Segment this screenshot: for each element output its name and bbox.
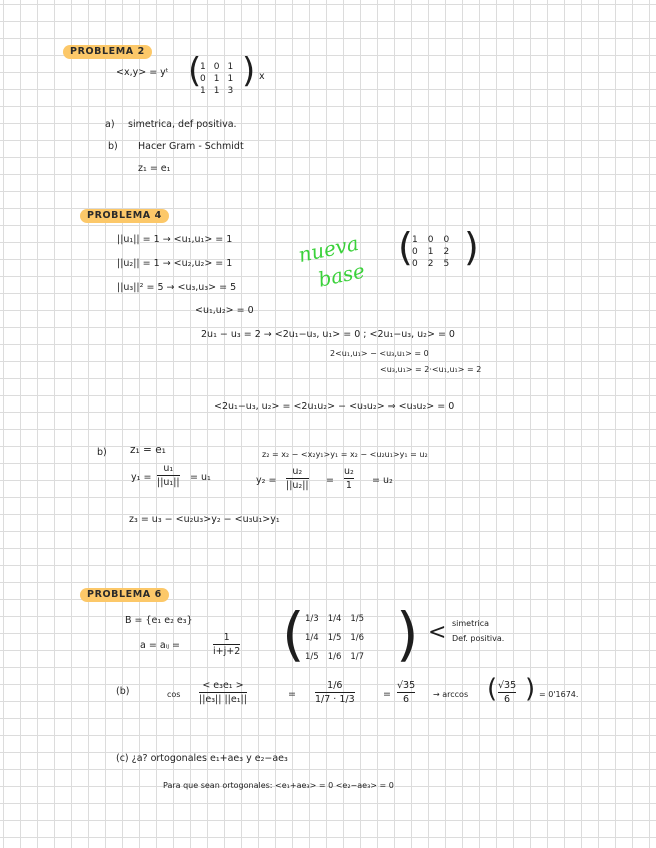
green-note-line-2: base — [316, 258, 367, 292]
green-note-line-1: nueva — [296, 230, 361, 268]
p4-b-y1-fraction — [157, 463, 180, 488]
fraction-denominator: ||u₁|| — [157, 477, 180, 488]
p4-b-y2-rhs: = u₂ — [372, 475, 393, 486]
p2-matrix-right-paren: ) — [242, 51, 256, 91]
p4-b-y2-eq: = — [326, 475, 334, 486]
fraction-denominator: ||e₃|| ||e₁|| — [199, 694, 247, 705]
p6-b-label: (b) — [116, 686, 130, 697]
fraction-bar — [315, 692, 355, 693]
p2-a-text: simetrica, def positiva. — [128, 119, 237, 130]
matrix-cell: 1/4 — [305, 633, 319, 643]
matrix-cell: 1/4 — [327, 614, 342, 624]
matrix-cell: 1 — [200, 86, 206, 96]
p6-c-condition: Para que sean ortogonales: <e₁+ae₃> = 0 <e₂−ae₃> = 0 — [163, 781, 394, 790]
p6-matrix-left-paren: ( — [282, 600, 305, 668]
matrix-cell: 0 — [412, 259, 418, 269]
fraction-numerator: 1/6 — [327, 680, 343, 691]
fraction-numerator: √35 — [498, 680, 517, 691]
p6-eq-2: = — [383, 689, 391, 700]
matrix-cell: 1 — [227, 62, 234, 72]
matrix-cell: 0 — [427, 235, 434, 245]
p6-sqrt-fraction — [397, 680, 415, 705]
p4-b-y1-rhs: = u₁ — [190, 472, 211, 483]
p4-b-y2-fraction-2 — [344, 466, 354, 491]
p2-b-text: Hacer Gram - Schmidt — [138, 141, 244, 152]
fraction-numerator: √35 — [397, 680, 416, 691]
matrix-cell: 3 — [227, 86, 234, 96]
fraction-denominator: ||u₂|| — [286, 480, 309, 491]
p6-eq: = — [288, 689, 296, 700]
matrix-cell: 1 — [412, 235, 418, 245]
fraction-bar — [498, 692, 516, 693]
matrix-cell: 1 — [427, 247, 434, 257]
p2-matrix-left-paren: ( — [188, 51, 202, 91]
fraction-numerator: u₂ — [344, 466, 354, 477]
matrix-cell: 1 — [227, 74, 234, 84]
fraction-numerator: u₂ — [292, 466, 303, 477]
fraction-bar — [344, 478, 354, 479]
p6-def-positive: Def. positiva. — [452, 634, 505, 643]
matrix-cell: 1 — [213, 74, 220, 84]
p4-b-label: b) — [97, 447, 107, 458]
p4-b-y1-lhs: y₁ = — [131, 472, 152, 483]
p2-x: x — [259, 71, 265, 82]
p4-line-6: 2<u₁,u₁> − <u₃,u₁> = 0 — [330, 349, 429, 358]
matrix-cell: 1 — [213, 86, 220, 96]
problem-2-title: PROBLEMA 2 — [63, 45, 152, 59]
p6-symmetric: simetrica — [452, 619, 490, 628]
fraction-numerator: 1 — [223, 632, 230, 643]
matrix-cell: 1/3 — [305, 614, 319, 624]
p4-b-y2-fraction — [286, 466, 309, 491]
p6-arccos-right-paren: ) — [525, 674, 536, 704]
p4-b-z2: z₂ = x₂ − <x₂y₁>y₁ = x₂ − <u₂u₁>y₁ = u₂ — [262, 450, 428, 459]
p4-matrix-left-paren: ( — [398, 225, 413, 269]
p6-result: = 0'1674. — [539, 690, 579, 699]
p2-b-label: b) — [108, 141, 118, 152]
matrix-cell: 1/5 — [327, 633, 342, 643]
matrix-cell: 0 — [213, 62, 220, 72]
p6-c-question: (c) ¿a? ortogonales e₁+ae₃ y e₂−ae₃ — [116, 753, 288, 764]
fraction-bar — [286, 478, 309, 479]
p4-b-z1: z₁ = e₁ — [130, 444, 166, 456]
p4-b-y2-lhs: y₂ = — [256, 475, 277, 486]
fraction-bar — [213, 644, 240, 645]
p4-matrix-right-paren: ) — [464, 225, 479, 269]
matrix-cell: 1/5 — [305, 652, 319, 662]
matrix-cell: 1/7 — [350, 652, 365, 662]
fraction-denominator: 6 — [403, 694, 410, 705]
fraction-denominator: 6 — [504, 694, 511, 705]
p6-arccos-fraction — [498, 680, 516, 705]
p6-a-fraction — [213, 632, 240, 657]
fraction-numerator: < e₃e₁ > — [202, 680, 244, 691]
p6-a-lhs: a = aᵢⱼ = — [140, 640, 180, 651]
fraction-denominator: i+j+2 — [213, 646, 241, 657]
p2-a-label: a) — [105, 119, 115, 130]
matrix-cell: 1/6 — [350, 633, 365, 643]
p4-line-1: ||u₁|| = 1 → <u₁,u₁> = 1 — [117, 234, 233, 245]
matrix-cell: 5 — [443, 259, 450, 269]
fraction-denominator: 1/7 · 1/3 — [315, 694, 355, 705]
matrix-cell: 2 — [427, 259, 434, 269]
p6-cos-fraction — [199, 680, 247, 705]
p6-angle-bracket: < — [428, 620, 447, 645]
p6-cos: cos — [167, 690, 181, 699]
p6-basis: B = {e₁ e₂ e₃} — [125, 615, 193, 626]
p4-line-2: ||u₂|| = 1 → <u₂,u₂> = 1 — [117, 258, 233, 269]
fraction-numerator: u₁ — [163, 463, 174, 474]
p6-arccos: → arccos — [433, 690, 469, 699]
fraction-bar — [397, 692, 415, 693]
p6-matrix-right-paren: ) — [396, 600, 419, 668]
fraction-bar — [199, 692, 247, 693]
fraction-bar — [157, 475, 180, 476]
p6-matrix — [305, 614, 364, 662]
matrix-cell: 0 — [412, 247, 418, 257]
fraction-denominator: 1 — [345, 480, 352, 491]
matrix-cell: 1/5 — [350, 614, 365, 624]
p4-b-z3: z₃ = u₃ − <u₂u₃>y₂ − <u₃u₁>y₁ — [129, 514, 280, 525]
p4-line-3: ||u₃||² = 5 → <u₃,u₃> = 5 — [117, 282, 237, 293]
p4-line-8: <2u₁−u₃, u₂> = <2u₁u₂> − <u₃u₂> ⇒ <u₃u₂> = 0 — [214, 401, 455, 412]
p6-arccos-left-paren: ( — [487, 674, 498, 704]
matrix-cell: 1 — [200, 62, 206, 72]
p4-matrix — [412, 235, 449, 269]
problem-4-title: PROBLEMA 4 — [80, 209, 169, 223]
matrix-cell: 2 — [443, 247, 450, 257]
p6-value-fraction — [315, 680, 355, 705]
p2-z1: z₁ = e₁ — [138, 163, 171, 174]
matrix-cell: 0 — [200, 74, 206, 84]
p4-line-4: <u₁,u₂> = 0 — [195, 305, 254, 316]
p4-line-5: 2u₁ − u₃ = 2 → <2u₁−u₃, u₁> = 0 ; <2u₁−u₃, u₂> = 0 — [201, 329, 455, 340]
matrix-cell: 0 — [443, 235, 450, 245]
problem-6-title: PROBLEMA 6 — [80, 588, 169, 602]
p4-line-7: <u₃,u₁> = 2·<u₁,u₁> = 2 — [380, 365, 482, 374]
p2-inner-product: <x,y> = yᵗ — [116, 67, 169, 78]
p2-matrix — [200, 62, 233, 96]
matrix-cell: 1/6 — [327, 652, 342, 662]
